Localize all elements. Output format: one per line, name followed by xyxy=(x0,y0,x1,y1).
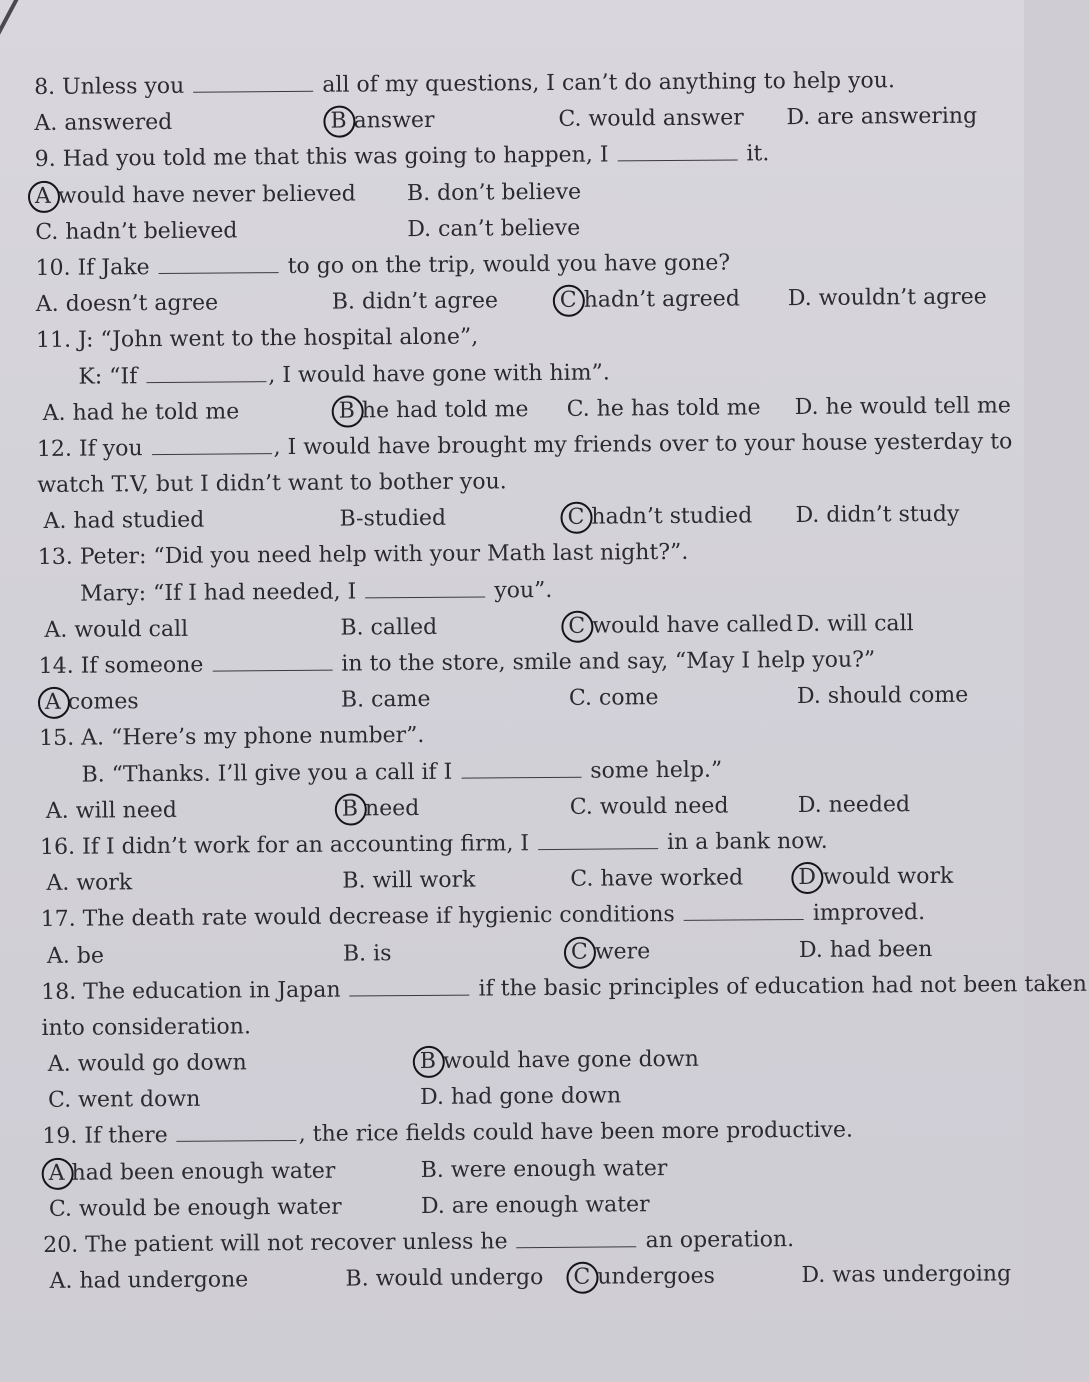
prompt-text: into consideration. xyxy=(41,1014,251,1041)
prompt-text: Mary: “If I had needed, I xyxy=(80,579,364,607)
option-text: B would have gone down xyxy=(419,1046,699,1075)
option-a xyxy=(43,503,204,540)
prompt-text: , I would have brought my friends over to your house yesterday to xyxy=(273,429,1013,461)
prompt-text: it. xyxy=(739,141,770,167)
option-b xyxy=(341,682,431,719)
option-text: D. he would tell me xyxy=(794,393,1011,420)
option-b xyxy=(332,283,498,321)
option-b xyxy=(330,103,434,140)
option-c xyxy=(567,390,761,428)
option-text: C. hadn’t believed xyxy=(35,218,238,245)
prompt-text: in a bank now. xyxy=(659,828,828,856)
option-text: C hadn’t studied xyxy=(567,503,753,531)
option-text: D. wouldn’t agree xyxy=(787,284,987,312)
prompt-text: watch T.V, but I didn’t want to bother you. xyxy=(37,469,507,499)
option-text: A. would go down xyxy=(47,1050,247,1077)
option-text: A would have never believed xyxy=(34,181,356,209)
prompt-text: 8. Unless you xyxy=(34,73,192,100)
option-a xyxy=(46,793,177,830)
option-d xyxy=(795,388,1011,426)
option-a xyxy=(35,176,356,215)
option-text: C undergoes xyxy=(573,1263,716,1290)
option-b xyxy=(342,863,475,900)
question-15 xyxy=(39,714,1005,830)
answer-blank xyxy=(365,576,485,598)
question-17 xyxy=(41,895,1007,975)
option-text: D. can’t believe xyxy=(407,215,581,242)
option-c xyxy=(571,934,651,971)
option-text: B. called xyxy=(340,614,438,641)
option-text: D would work xyxy=(798,863,954,891)
prompt-text: 19. If there xyxy=(42,1123,175,1150)
option-d xyxy=(795,497,959,534)
question-16 xyxy=(40,822,1006,902)
prompt-text: 9. Had you told me that this was going to happen, I xyxy=(34,142,616,173)
option-text: D. didn’t study xyxy=(795,501,960,529)
option-c xyxy=(573,1259,715,1296)
option-text: B. is xyxy=(342,940,392,967)
option-text: D. are answering xyxy=(786,103,978,131)
option-text: A. work xyxy=(46,870,133,897)
question-9 xyxy=(35,135,1001,251)
answer-blank xyxy=(193,71,313,93)
option-text: C. went down xyxy=(47,1086,201,1114)
option-text: A. had studied xyxy=(43,507,205,535)
option-text: C hadn’t agreed xyxy=(559,286,740,314)
option-c xyxy=(568,607,793,645)
answer-circle-mark xyxy=(564,936,596,968)
question-18 xyxy=(41,967,1087,1119)
option-c xyxy=(560,282,740,320)
question-list xyxy=(34,62,1087,1300)
option-text: B need xyxy=(341,795,420,822)
option-c xyxy=(567,499,752,537)
option-d xyxy=(421,1187,650,1225)
option-text: D. needed xyxy=(797,791,911,818)
option-d xyxy=(407,210,580,248)
prompt-text: , the rice fields could have been more productive. xyxy=(298,1118,854,1148)
prompt-text: to go on the trip, would you have gone? xyxy=(280,250,731,280)
option-text: A. doesn’t agree xyxy=(35,290,219,318)
option-text: A comes xyxy=(44,689,139,716)
option-d xyxy=(420,1079,621,1117)
option-text: A had been enough water xyxy=(48,1158,336,1186)
option-b xyxy=(343,936,392,973)
prompt-text: 17. The death rate would decrease if hygienic conditions xyxy=(40,902,682,933)
answer-blank xyxy=(516,1226,636,1248)
option-b xyxy=(420,1042,699,1080)
prompt-text: 12. If you xyxy=(36,435,150,462)
option-text: C. would need xyxy=(569,793,729,820)
option-d xyxy=(786,99,977,137)
option-d xyxy=(788,280,987,318)
option-text: B answer xyxy=(330,108,435,134)
prompt-text: 15. A. “Here’s my phone number”. xyxy=(39,723,425,752)
prompt-text: you”. xyxy=(487,577,553,604)
prompt-text: improved. xyxy=(805,900,926,927)
option-text: B. will work xyxy=(342,867,476,894)
answer-circle-mark xyxy=(335,793,367,825)
option-d xyxy=(799,931,933,968)
option-text: C were xyxy=(570,938,651,965)
option-text: C. come xyxy=(568,685,659,712)
option-text: B. came xyxy=(340,687,431,713)
option-text: D. should come xyxy=(796,682,969,710)
answer-circle-mark xyxy=(561,610,593,642)
option-text: A. had undergone xyxy=(49,1267,249,1295)
option-a xyxy=(45,684,139,721)
option-a xyxy=(43,394,240,432)
answer-blank xyxy=(177,1120,297,1142)
answer-blank xyxy=(461,756,581,778)
prompt-text: 14. If someone xyxy=(38,652,211,679)
options-row xyxy=(43,1257,1012,1301)
option-c xyxy=(49,1189,342,1228)
option-text: C. he has told me xyxy=(566,394,761,422)
option-text: B. would undergo xyxy=(345,1265,544,1292)
option-d xyxy=(798,787,911,824)
option-text: C. have worked xyxy=(570,865,744,892)
prompt-text: 13. Peter: “Did you need help with your Math last night?”. xyxy=(37,540,689,571)
question-8 xyxy=(34,62,1000,142)
option-c xyxy=(569,680,659,717)
question-14 xyxy=(39,641,1005,721)
prompt-text: if the basic principles of education had not been taken xyxy=(471,971,1087,1002)
prompt-text: 20. The patient will not recover unless he xyxy=(43,1229,515,1258)
option-a xyxy=(47,938,104,975)
prompt-text: 10. If Jake xyxy=(35,254,157,281)
answer-blank xyxy=(159,252,279,274)
option-text: C. would be enough water xyxy=(48,1194,342,1222)
answer-circle-mark xyxy=(413,1046,445,1078)
question-10 xyxy=(35,243,1001,323)
option-text: C would have called xyxy=(568,611,794,639)
option-text: A. had he told me xyxy=(42,399,240,426)
prompt-text: 11. J: “John went to the hospital alone”, xyxy=(36,324,479,354)
question-13 xyxy=(38,533,1004,649)
option-b xyxy=(339,392,529,430)
option-text: B. were enough water xyxy=(420,1155,668,1183)
question-11 xyxy=(36,316,1011,432)
prompt-text: B. “Thanks. I’ll give you a call if I xyxy=(81,759,460,788)
option-text: A. answered xyxy=(34,110,173,137)
option-d xyxy=(801,1257,1011,1295)
option-c xyxy=(558,101,744,139)
option-a xyxy=(44,612,188,649)
option-b xyxy=(339,501,446,538)
option-b xyxy=(421,1151,668,1189)
option-text: B. don’t believe xyxy=(406,179,582,206)
option-d xyxy=(797,678,969,716)
prompt-text: K: “If xyxy=(78,363,145,390)
prompt-text: 16. If I didn’t work for an accounting firm, I xyxy=(40,831,537,860)
option-a xyxy=(36,286,219,324)
answer-circle-mark xyxy=(42,1157,74,1189)
option-a xyxy=(46,865,132,902)
option-a xyxy=(48,1045,247,1083)
option-a xyxy=(49,1153,336,1191)
answer-circle-mark xyxy=(28,180,60,212)
question-20 xyxy=(43,1220,1012,1300)
option-d xyxy=(796,606,914,643)
option-text: D. are enough water xyxy=(420,1192,650,1219)
answer-blank xyxy=(212,650,332,672)
prompt-text: 18. The education in Japan xyxy=(41,977,348,1005)
answer-blank xyxy=(146,361,266,383)
answer-blank xyxy=(152,433,272,455)
question-12 xyxy=(36,424,1013,540)
option-c xyxy=(48,1082,200,1119)
option-text: D. had gone down xyxy=(419,1083,622,1111)
option-b xyxy=(407,174,581,212)
prompt-text: in to the store, smile and say, “May I help you?” xyxy=(334,647,876,677)
pen-mark xyxy=(0,0,24,51)
option-text: B. didn’t agree xyxy=(331,288,499,315)
option-c xyxy=(35,213,237,251)
option-text: C. would answer xyxy=(558,105,744,133)
answer-blank xyxy=(349,974,469,996)
prompt-text: , I would have gone with him”. xyxy=(268,359,610,388)
question-19 xyxy=(42,1112,1008,1228)
option-d xyxy=(798,859,953,896)
option-c xyxy=(570,788,729,825)
option-text: D. will call xyxy=(796,610,914,637)
option-a xyxy=(34,105,172,142)
answer-blank xyxy=(617,140,737,162)
answer-blank xyxy=(684,899,804,921)
option-b xyxy=(340,610,437,647)
option-text: B-studied xyxy=(339,506,447,532)
option-text: D. had been xyxy=(798,936,933,963)
option-b xyxy=(345,1260,543,1298)
prompt-text: some help.” xyxy=(583,757,723,784)
option-b xyxy=(342,791,420,828)
answer-blank xyxy=(538,828,658,850)
option-text: D. was undergoing xyxy=(801,1261,1012,1289)
prompt-text: all of my questions, I can’t do anything to help you. xyxy=(315,68,896,98)
option-text: A. be xyxy=(46,942,105,969)
option-c xyxy=(570,861,743,899)
option-a xyxy=(49,1263,248,1301)
option-text: B he had told me xyxy=(338,396,529,424)
prompt-text: an operation. xyxy=(638,1227,795,1254)
answer-circle-mark xyxy=(332,395,364,427)
option-text: A. would call xyxy=(44,616,189,643)
option-text: A. will need xyxy=(45,797,178,824)
